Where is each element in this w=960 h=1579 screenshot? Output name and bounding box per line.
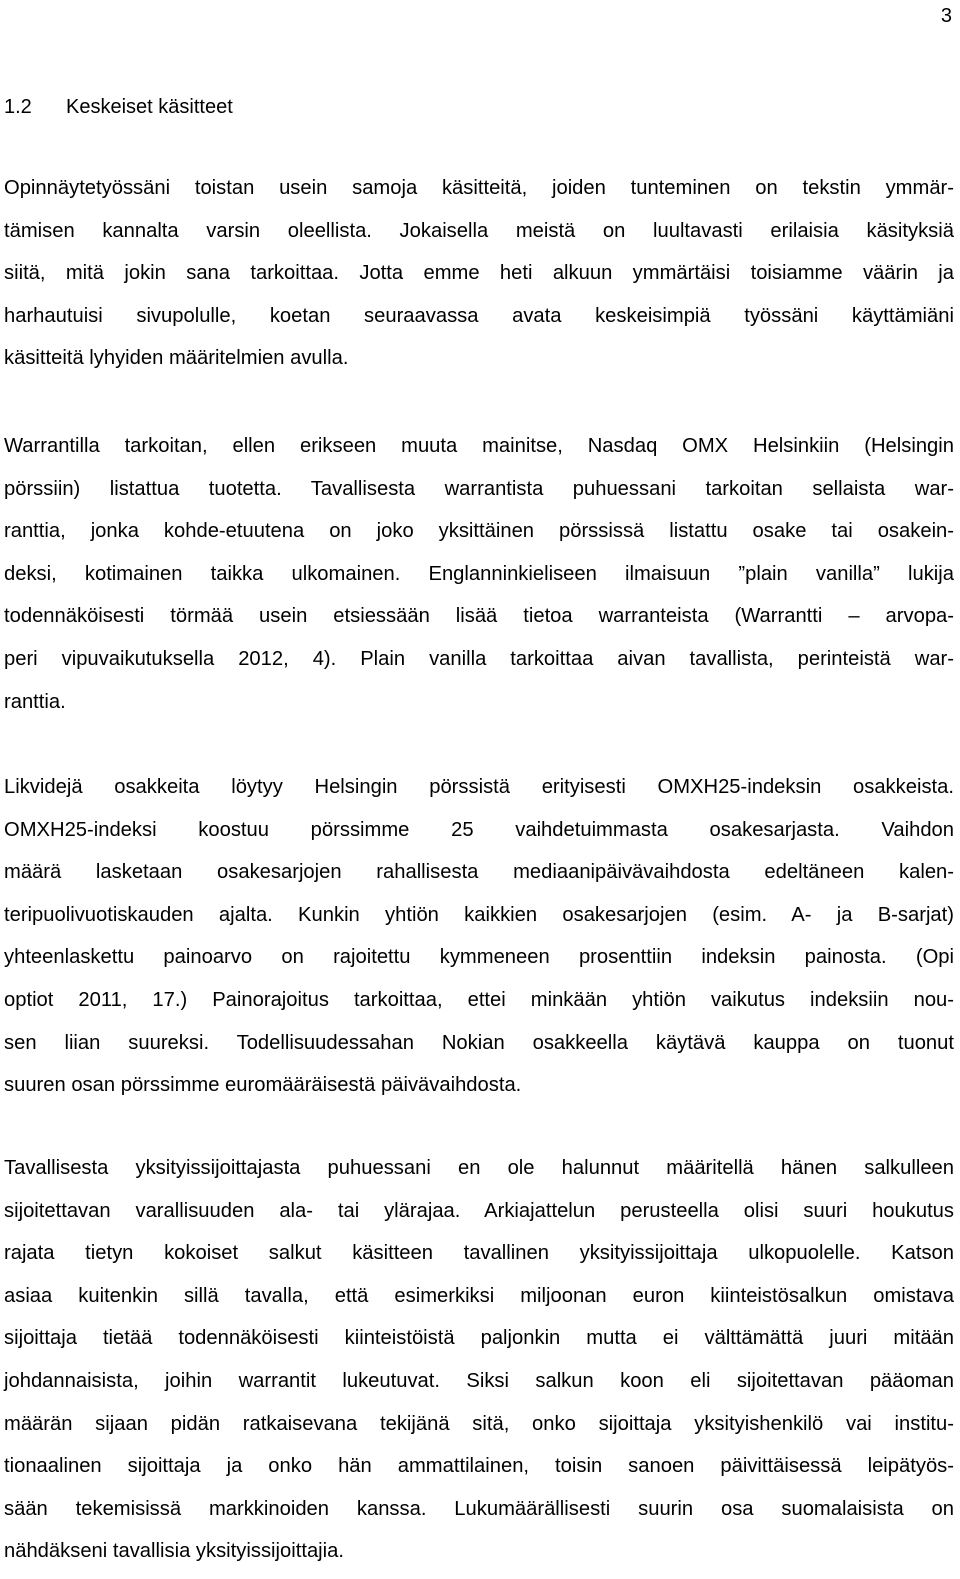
text-line: nähdäkseni tavallisia yksityissijoittajia. xyxy=(4,1540,344,1563)
text-line: harhautuisi sivupolulle, koetan seuraavassa avata keskeisimpiä työssäni käyttämiäni xyxy=(4,304,954,327)
text-line: peri vipuvaikutuksella 2012, 4). Plain vanilla tarkoittaa aivan tavallista, perinteistä war- xyxy=(4,647,954,670)
text-line: määrän sijaan pidän ratkaisevana tekijänä sitä, onko sijoittaja yksityishenkilö vai institu- xyxy=(4,1412,954,1435)
text-line: määrä lasketaan osakesarjojen rahallisesta mediaanipäivävaihdosta edeltäneen kalen- xyxy=(4,861,954,884)
text-line: OMXH25-indeksi koostuu pörssimme 25 vaihdetuimmasta osakesarjasta. Vaihdon xyxy=(4,818,954,841)
paragraph-yksityissijoittaja xyxy=(4,1153,954,1579)
paragraph-omxh25 xyxy=(4,772,954,1113)
text-line: teripuolivuotiskauden ajalta. Kunkin yhtiön kaikkien osakesarjojen (esim. A- ja B-sarjat) xyxy=(4,903,954,926)
text-line: tionaalinen sijoittaja ja onko hän ammattilainen, toisin sanoen päivittäisessä leipätyös- xyxy=(4,1455,954,1478)
page-number: 3 xyxy=(940,5,952,27)
text-line: Opinnäytetyössäni toistan usein samoja käsitteitä, joiden tunteminen on tekstin ymmär- xyxy=(4,177,954,199)
text-line: ranttia. xyxy=(4,690,66,713)
text-line: sijoittaja tietää todennäköisesti kiinteistöistä paljonkin mutta ei välttämättä juuri mitään xyxy=(4,1327,954,1350)
paragraph-warrantti xyxy=(4,431,954,729)
text-line: rajata tietyn kokoiset salkut käsitteen tavallinen yksityissijoittaja ulkopuolelle. Katson xyxy=(4,1242,954,1265)
text-line: Tavallisesta yksityissijoittajasta puhuessani en ole halunnut määritellä hänen salkulleen xyxy=(4,1157,954,1179)
text-line: sään tekemisissä markkinoiden kanssa. Lukumäärällisesti suurin osa suomalaisista on xyxy=(4,1497,954,1520)
section-heading xyxy=(4,94,233,120)
text-line: siitä, mitä jokin sana tarkoittaa. Jotta emme heti alkuun ymmärtäisi toisiamme väärin ja xyxy=(4,262,954,285)
text-line: asiaa kuitenkin sillä tavalla, että esimerkiksi miljoonan euron kiinteistösalkun omistava xyxy=(4,1284,954,1307)
text-line: johdannaisista, joihin warrantit lukeutuvat. Siksi salkun koon eli sijoitettavan pääoman xyxy=(4,1369,954,1392)
text-line: sen liian suureksi. Todellisuudessahan Nokian osakkeella käytävä kauppa on tuonut xyxy=(4,1031,954,1054)
text-line: Likvidejä osakkeita löytyy Helsingin pörssistä erityisesti OMXH25-indeksin osakkeista. xyxy=(4,776,954,798)
text-line: sijoitettavan varallisuuden ala- tai ylärajaa. Arkiajattelun perusteella olisi suuri houkutus xyxy=(4,1199,954,1222)
text-line: tämisen kannalta varsin oleellista. Jokaisella meistä on luultavasti erilaisia käsityksiä xyxy=(4,219,954,242)
text-line: todennäköisesti törmää usein etsiessään lisää tietoa warranteista (Warrantti – arvopa- xyxy=(4,605,954,628)
text-line: deksi, kotimainen taikka ulkomainen. Englanninkieliseen ilmaisuun ”plain vanilla” lukija xyxy=(4,562,954,585)
paragraph-opinnaytetyo xyxy=(4,173,954,386)
text-line: pörssiin) listattua tuotetta. Tavallisesta warrantista puhuessani tarkoitan sellaista war- xyxy=(4,477,954,500)
text-line: ranttia, jonka kohde-etuutena on joko yksittäinen pörssissä listattu osake tai osakein- xyxy=(4,520,954,543)
text-line: optiot 2011, 17.) Painorajoitus tarkoittaa, ettei minkään yhtiön vaikutus indeksiin nou- xyxy=(4,988,954,1011)
text-line: yhteenlaskettu painoarvo on rajoitettu kymmeneen prosenttiin indeksin painosta. (Opi xyxy=(4,946,954,969)
section-number: 1.2 xyxy=(4,96,32,118)
text-line: suuren osan pörssimme euromääräisestä päivävaihdosta. xyxy=(4,1074,522,1097)
text-line: käsitteitä lyhyiden määritelmien avulla. xyxy=(4,347,349,370)
section-title: Keskeiset käsitteet xyxy=(66,96,233,118)
text-line: Warrantilla tarkoitan, ellen erikseen muuta mainitse, Nasdaq OMX Helsinkiin (Helsingin xyxy=(4,435,954,457)
